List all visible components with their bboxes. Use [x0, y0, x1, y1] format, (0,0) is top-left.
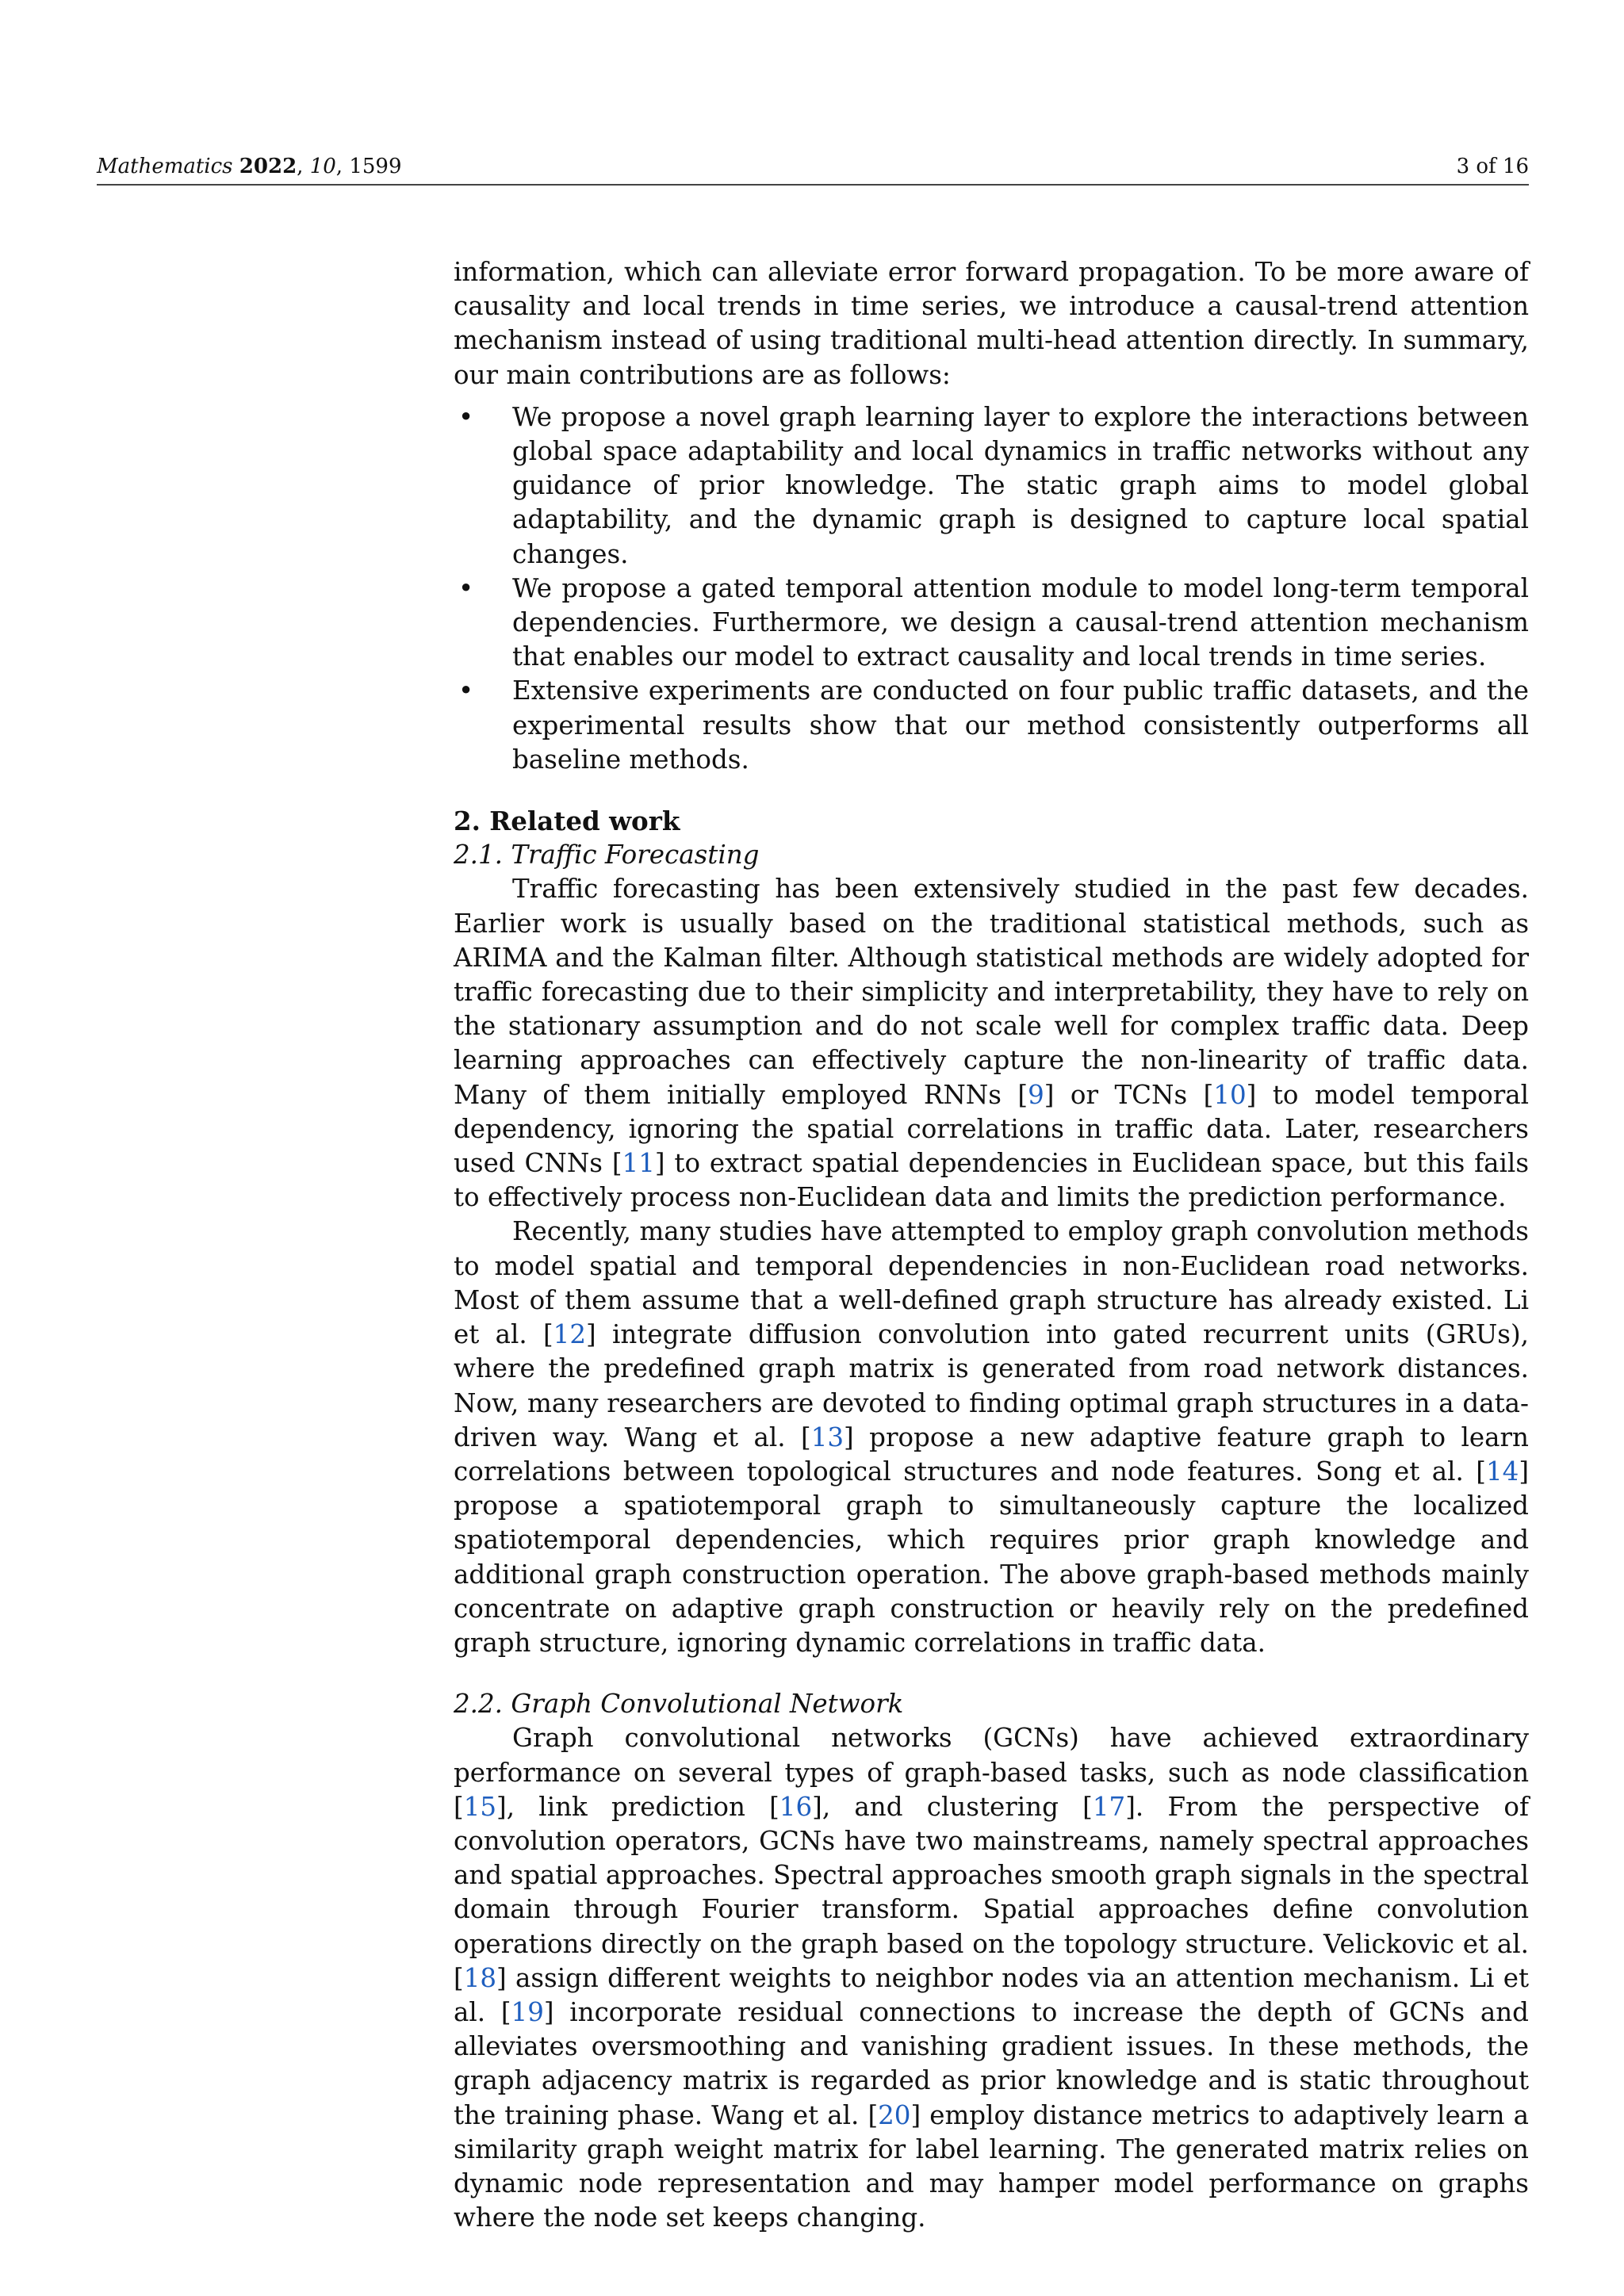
bullet-icon: • — [458, 572, 474, 603]
contributions-list — [454, 400, 1529, 777]
contribution-text: We propose a gated temporal attention module to model long-term temporal dependencies. Furthermore, we design a causal-trend attention mechanism that enables our model to extract causality and local trends in time series. — [512, 572, 1529, 672]
citation-link[interactable]: 10 — [1213, 1079, 1247, 1110]
citation-link[interactable]: 14 — [1485, 1456, 1519, 1487]
subsection-heading-traffic-forecasting: 2.1. Traffic Forecasting — [454, 840, 760, 871]
journal-volume: 10 — [309, 155, 336, 178]
citation-link[interactable]: 17 — [1092, 1791, 1126, 1822]
paragraph: Recently, many studies have attempted to employ graph convolution methods to model spatial and temporal dependencies in non-Euclidean road networks. Most of them assume that a well-defined graph structure has already existed. Li et al. [12] integrate diffusion convolution into gated recurrent units (GRUs), where the predefined graph matrix is generated from road network distances. Now, many researchers are devoted to finding optimal graph structures in a data-driven way. Wang et al. [13] propose a new adaptive feature graph to learn correlations between topological structures and node features. Song et al. [14] propose a spatiotemporal graph to simultaneously capture the localized spatiotemporal dependencies, which requires prior graph knowledge and additional graph construction operation. The above graph-based methods mainly concentrate on adaptive graph construction or heavily rely on the predefined graph structure, ignoring dynamic correlations in traffic data. — [454, 1216, 1529, 1658]
citation-link[interactable]: 13 — [810, 1422, 845, 1452]
citation-link[interactable]: 9 — [1028, 1079, 1044, 1110]
journal-name: Mathematics — [97, 155, 233, 178]
bullet-icon: • — [458, 401, 474, 432]
journal-citation: Mathematics 2022, 10, 1599 — [97, 155, 402, 178]
page-number: 3 of 16 — [1456, 155, 1529, 178]
paragraph: Graph convolutional networks (GCNs) have achieved extraordinary performance on several types of graph-based tasks, such as node classification [15], link prediction [16], and clustering [17]. From the perspective of convolution operators, GCNs have two mainstreams, namely spectral approaches and spatial approaches. Spectral approaches smooth graph signals in the spectral domain through Fourier transform. Spatial approaches define convolution operations directly on the graph based on the topology structure. Velickovic et al. [18] assign different weights to neighbor nodes via an attention mechanism. Li et al. [19] incorporate residual connections to increase the depth of GCNs and alleviates oversmoothing and vanishing gradient issues. In these methods, the graph adjacency matrix is regarded as prior knowledge and is static throughout the training phase. Wang et al. [20] employ distance metrics to adaptively learn a similarity graph weight matrix for label learning. The generated matrix relies on dynamic node representation and may hamper model performance on graphs where the node set keeps changing. — [454, 1723, 1529, 2233]
citation-link[interactable]: 18 — [463, 1962, 497, 1993]
page-body — [454, 255, 1529, 2235]
contribution-text: Extensive experiments are conducted on four public traffic datasets, and the experimental results show that our method consistently outperforms all baseline methods. — [512, 675, 1529, 775]
contribution-item — [454, 400, 1529, 572]
journal-year: 2022 — [239, 155, 297, 178]
citation-link[interactable]: 11 — [622, 1148, 655, 1179]
article-number: 1599 — [349, 155, 402, 178]
citation-link[interactable]: 16 — [779, 1791, 813, 1822]
citation-link[interactable]: 15 — [463, 1791, 497, 1822]
section-heading-related-work: 2. Related work — [454, 806, 680, 837]
contribution-text: We propose a novel graph learning layer to explore the interactions between global space adaptability and local dynamics in traffic networks without any guidance of prior knowledge. The static graph aims to model global adaptability, and the dynamic graph is designed to capture local spatial changes. — [512, 401, 1529, 569]
paragraph: Traffic forecasting has been extensively studied in the past few decades. Earlier work is usually based on the traditional statistical methods, such as ARIMA and the Kalman filter. Although statistical methods are widely adopted for traffic forecasting due to their simplicity and interpretability, they have to rely on the stationary assumption and do not scale well for complex traffic data. Deep learning approaches can effectively capture the non-linearity of traffic data. Many of them initially employed RNNs [9] or TCNs [10] to model temporal dependency, ignoring the spatial correlations in traffic data. Later, researchers used CNNs [11] to extract spatial dependencies in Euclidean space, but this fails to effectively process non-Euclidean data and limits the prediction performance. — [454, 874, 1530, 1213]
citation-link[interactable]: 12 — [553, 1319, 587, 1350]
subsection-heading-graph-convolutional-network: 2.2. Graph Convolutional Network — [454, 1689, 904, 1720]
intro-continuation: information, which can alleviate error forward propagation. To be more aware of causality and local trends in time series, we introduce a causal-trend attention mechanism instead of using traditional multi-head attention directly. In summary, our main contributions are as follows: — [454, 257, 1529, 390]
citation-link[interactable]: 20 — [878, 2099, 911, 2130]
contribution-item — [454, 572, 1529, 675]
contribution-item — [454, 674, 1529, 777]
bullet-icon: • — [458, 675, 474, 706]
running-header — [97, 149, 1529, 186]
citation-link[interactable]: 19 — [511, 1996, 544, 2027]
